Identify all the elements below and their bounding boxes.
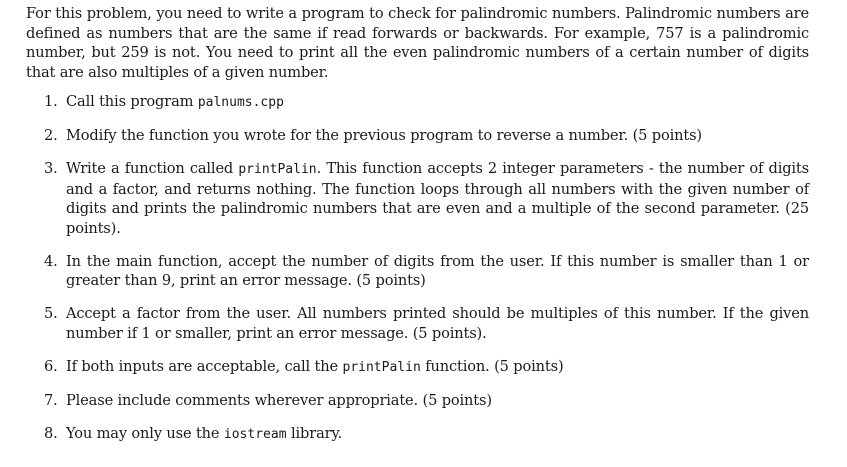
inline-code: printPalin [238, 162, 317, 177]
item-number: 7. [44, 391, 58, 409]
item-number: 5. [44, 305, 58, 322]
list-item [26, 424, 809, 445]
item-number: 8. [44, 424, 58, 442]
item-text: Call this program [66, 93, 198, 110]
item-text: function. (5 points) [420, 357, 564, 375]
item-number: 6. [44, 357, 58, 375]
item-number: 2. [44, 127, 58, 144]
item-text: . This function accepts 2 integer parameters - the number of digits and a factor, and returns nothing. The function loops through all numbers with the given number of digits and prints the palindromic numbers that are even and a multiple of the second parameter. (25 points). [66, 160, 809, 237]
item-text: In the main function, accept the number of digits from the user. If this number is smaller than 1 or greater than 9, print an error message. (5 points) [66, 252, 809, 289]
item-text: Modify the function you wrote for the previous program to reverse a number. (5 points) [66, 127, 702, 144]
inline-code: palnums.cpp [197, 95, 284, 110]
item-text: You may only use the [66, 424, 224, 442]
list-item [26, 357, 809, 378]
list-item [26, 126, 809, 146]
list-item [26, 92, 809, 113]
item-text: If both inputs are acceptable, call the [66, 357, 343, 375]
list-item [26, 391, 809, 411]
inline-code: iostream [223, 426, 287, 442]
item-number: 4. [44, 252, 58, 270]
item-text: Accept a factor from the user. All numbers printed should be multiples of this number. If the given number if 1 or smaller, print an error message. (5 points). [66, 305, 809, 342]
list-item [26, 252, 809, 291]
item-text: library. [286, 424, 343, 442]
task-list [26, 92, 809, 444]
item-text: Write a function called [66, 160, 239, 177]
list-item [26, 304, 809, 343]
item-text: Please include comments wherever appropriate. (5 points) [66, 391, 492, 409]
item-number: 1. [44, 93, 58, 110]
list-item [26, 159, 809, 238]
item-number: 3. [44, 160, 58, 177]
inline-code: printPalin [342, 359, 421, 375]
intro-paragraph: For this problem, you need to write a program to check for palindromic numbers. Palindromic numbers are defined as numbers that are the same if read forwards or backwards. For example, 757 is a palindromic number, but 259 is not. You need to print all the even palindromic numbers of a certain number of digits that are also multiples of a given number. [26, 5, 809, 81]
